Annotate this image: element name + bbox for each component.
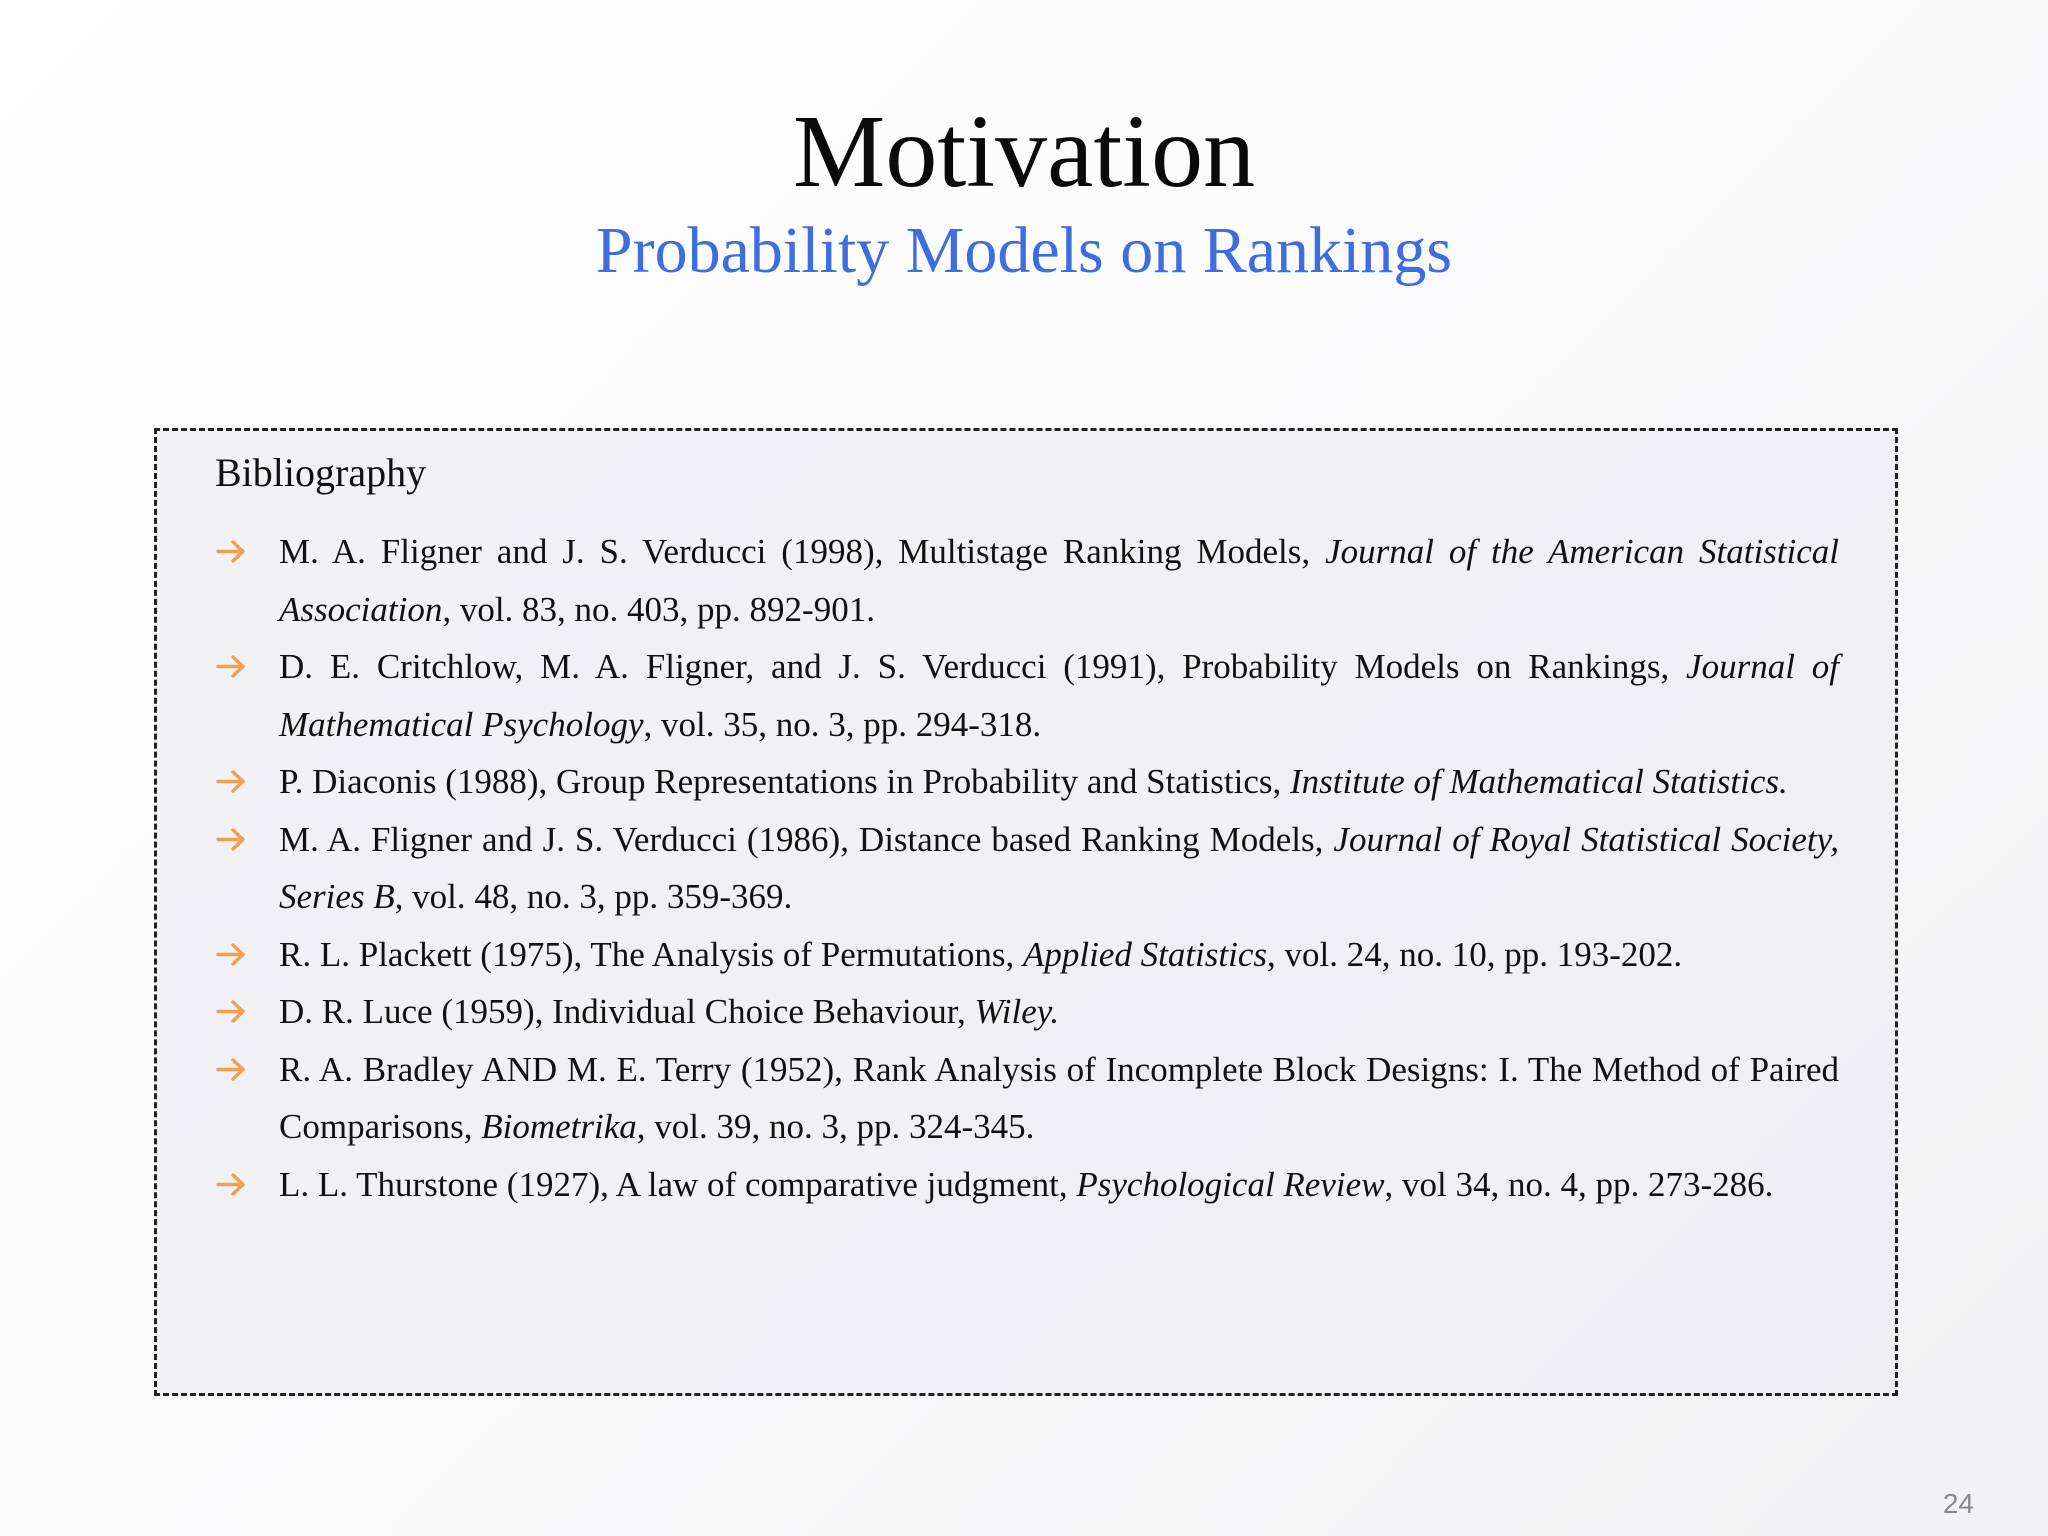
right-arrow-icon: [215, 811, 251, 868]
reference-details: , vol. 48, no. 3, pp. 359-369.: [394, 877, 793, 916]
reference-text: [279, 820, 1839, 917]
right-arrow-icon: [215, 926, 251, 983]
reference-details: , vol. 24, no. 10, pp. 193-202.: [1267, 934, 1683, 974]
reference-main: D. R. Luce (1959), Individual Choice Behaviour,: [279, 992, 975, 1031]
right-arrow-icon: [215, 523, 251, 580]
reference-main: L. L. Thurstone (1927), A law of comparative judgment,: [279, 1164, 1077, 1204]
reference-journal: Journal of Mathematical Psychology: [279, 647, 1839, 744]
reference-item: [215, 811, 1839, 926]
reference-details: vol. 83, no. 403, pp. 892-901.: [451, 589, 875, 629]
reference-details: , vol. 35, no. 3, pp. 294-318.: [643, 704, 1042, 744]
reference-journal: Wiley.: [974, 992, 1060, 1031]
reference-journal: Applied Statistics: [1023, 934, 1268, 974]
reference-text: [279, 935, 1682, 974]
bibliography-heading: Bibliography: [215, 450, 427, 495]
reference-main: P. Diaconis (1988), Group Representations in Probability and Statistics,: [279, 762, 1291, 801]
reference-main: R. L. Plackett (1975), The Analysis of Permutations,: [279, 934, 1023, 974]
right-arrow-icon: [215, 1156, 251, 1213]
reference-text: [279, 992, 1059, 1031]
reference-main: D. E. Critchlow, M. A. Fligner, and J. S. Verducci (1991), Probability Models on Rankings,: [279, 647, 1687, 686]
reference-item: [215, 983, 1839, 1041]
reference-journal: Institute of Mathematical Statistics.: [1290, 762, 1788, 801]
reference-journal: Psychological Review: [1076, 1164, 1385, 1204]
bibliography-box: [154, 428, 1898, 1396]
slide-subtitle: Probability Models on Rankings: [595, 214, 1453, 287]
reference-text: [279, 647, 1839, 744]
right-arrow-icon: [215, 1041, 251, 1098]
reference-list: [215, 523, 1839, 1213]
right-arrow-icon: [215, 753, 251, 810]
reference-item: [215, 1156, 1839, 1214]
reference-journal: Journal of Royal Statistical Society, Series B: [279, 819, 1839, 916]
reference-text: [279, 1050, 1839, 1147]
reference-text: [279, 762, 1788, 801]
reference-item: [215, 638, 1839, 753]
reference-item: [215, 926, 1839, 984]
page-number: 24: [1942, 1488, 1974, 1519]
reference-text: [279, 1165, 1773, 1204]
reference-main: M. A. Fligner and J. S. Verducci (1998), Multistage Ranking Models,: [279, 532, 1326, 571]
reference-main: R. A. Bradley AND M. E. Terry (1952), Rank Analysis of Incomplete Block Designs: I. The Method of Paired Comparisons,: [279, 1049, 1839, 1146]
reference-details: , vol. 39, no. 3, pp. 324-345.: [636, 1107, 1035, 1146]
right-arrow-icon: [215, 638, 251, 695]
reference-item: [215, 523, 1839, 638]
reference-main: M. A. Fligner and J. S. Verducci (1986), Distance based Ranking Models,: [279, 819, 1334, 859]
reference-item: [215, 1041, 1839, 1156]
slide-title: Motivation: [792, 94, 1256, 209]
reference-journal: Journal of the American Statistical Association,: [279, 532, 1839, 629]
reference-journal: Biometrika: [481, 1107, 637, 1146]
reference-details: , vol 34, no. 4, pp. 273-286.: [1384, 1164, 1774, 1204]
reference-item: [215, 753, 1839, 811]
right-arrow-icon: [215, 983, 251, 1040]
reference-text: [279, 532, 1839, 629]
